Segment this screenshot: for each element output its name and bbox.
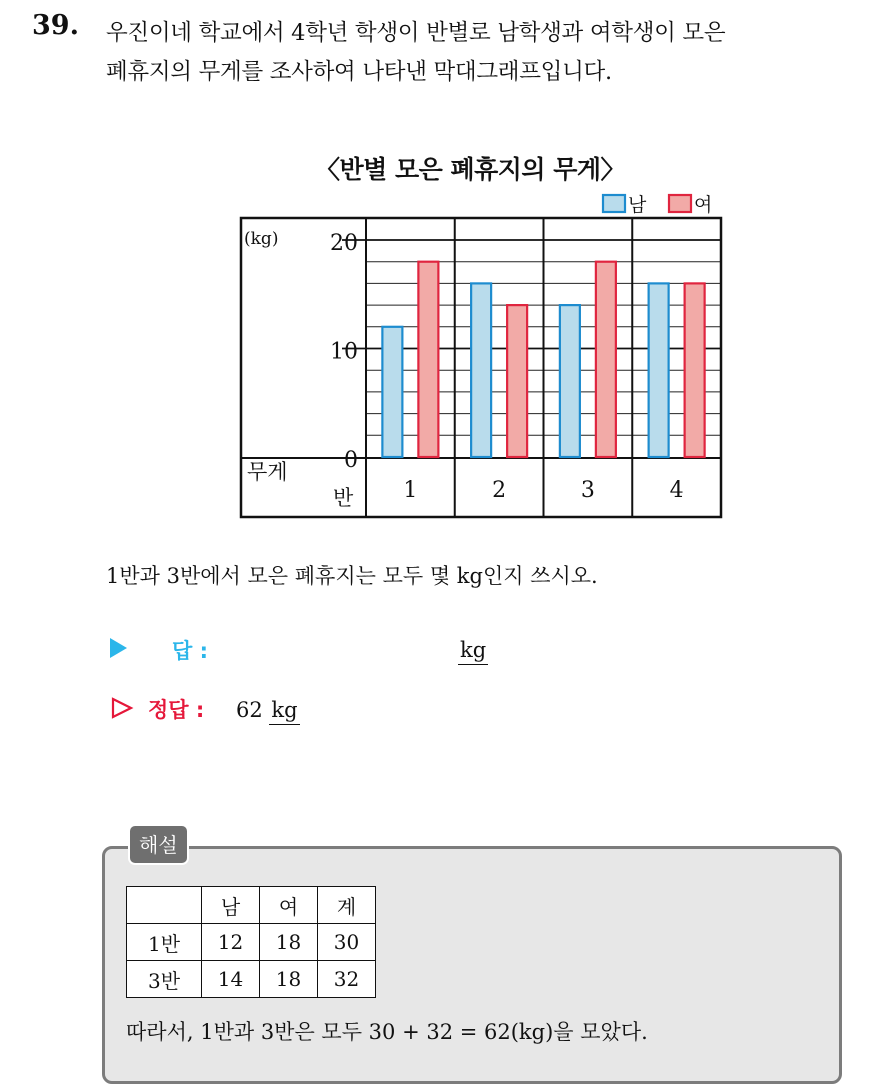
question-number: 39. xyxy=(32,10,79,41)
question-text-line1: 우진이네 학교에서 4학년 학생이 반별로 남학생과 여학생이 모은 xyxy=(106,20,726,46)
question-text-line2: 폐휴지의 무게를 조사하여 나타낸 막대그래프입니다. xyxy=(106,59,612,85)
correct-answer-value xyxy=(236,698,300,722)
bar-여-1 xyxy=(418,262,438,457)
hollow-arrow-icon xyxy=(110,696,134,720)
table-cell: 18 xyxy=(260,924,318,961)
table-header-cell: 계 xyxy=(318,887,376,924)
x-tick-label: 4 xyxy=(669,478,684,503)
correct-answer-row xyxy=(110,694,298,722)
bar-남-3 xyxy=(560,305,580,457)
table-header-cell xyxy=(127,887,202,924)
table-row xyxy=(127,924,376,961)
answer-label: 답 : xyxy=(172,639,208,663)
bar-여-2 xyxy=(507,305,527,457)
table-header-row xyxy=(127,887,376,924)
legend-label: 남 xyxy=(628,194,647,216)
x-tick-label: 2 xyxy=(492,478,507,503)
table-cell: 32 xyxy=(318,961,376,998)
y-axis-label: (kg) xyxy=(244,229,279,249)
table-cell: 12 xyxy=(202,924,260,961)
bar-남-2 xyxy=(471,283,491,457)
answer-arrow-icon xyxy=(110,638,127,658)
legend-swatch-남 xyxy=(603,195,625,212)
legend-swatch-여 xyxy=(669,195,691,212)
bar-여-4 xyxy=(685,283,705,457)
table-cell: 1반 xyxy=(127,924,202,961)
bar-chart xyxy=(0,0,884,540)
explanation-conclusion: 따라서, 1반과 3반은 모두 30 + 32 = 62(kg)을 모았다. xyxy=(126,1020,648,1044)
explanation-tag: 해설 xyxy=(128,824,189,865)
table-row xyxy=(127,961,376,998)
table-cell: 14 xyxy=(202,961,260,998)
answer-row xyxy=(110,634,487,663)
row-label-value: 무게 xyxy=(247,460,288,484)
correct-number: 62 xyxy=(236,698,263,722)
bar-남-4 xyxy=(649,283,669,457)
answer-unit: kg xyxy=(458,638,488,665)
y-tick-label: 0 xyxy=(344,448,358,473)
table-header-cell: 남 xyxy=(202,887,260,924)
table-cell: 3반 xyxy=(127,961,202,998)
sub-question: 1반과 3반에서 모은 폐휴지는 모두 몇 kg인지 쓰시오. xyxy=(106,564,598,588)
x-tick-label: 1 xyxy=(403,478,418,503)
legend-label: 여 xyxy=(694,194,713,216)
bar-남-1 xyxy=(382,327,402,457)
table-header-cell: 여 xyxy=(260,887,318,924)
chart-title: 〈반별 모은 폐휴지의 무게〉 xyxy=(314,155,626,184)
explanation-table xyxy=(126,886,376,998)
table-cell: 30 xyxy=(318,924,376,961)
correct-unit: kg xyxy=(269,698,299,725)
correct-answer-label: 정답 : xyxy=(148,698,205,722)
table-cell: 18 xyxy=(260,961,318,998)
bar-여-3 xyxy=(596,262,616,457)
y-tick-label: 20 xyxy=(330,231,358,256)
row-label-category: 반 xyxy=(333,486,354,510)
y-tick-label: 10 xyxy=(330,339,358,365)
x-tick-label: 3 xyxy=(580,478,595,503)
